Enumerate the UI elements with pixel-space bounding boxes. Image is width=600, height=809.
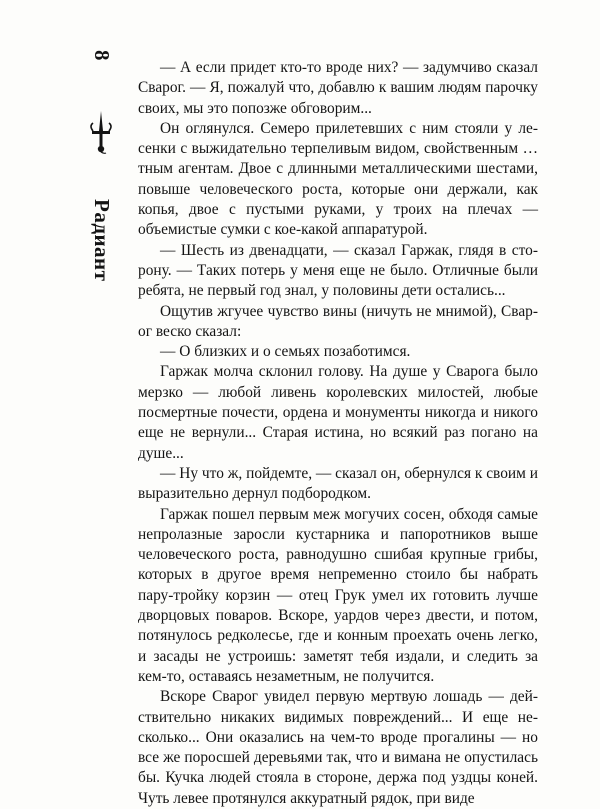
dagger-ornament-icon bbox=[90, 109, 114, 155]
book-title: Радиант bbox=[90, 199, 114, 282]
running-head bbox=[0, 0, 128, 750]
paragraph: — Ну что ж, пойдемте, — сказал он, обернулся к своим и выразительно дернул подбородком. bbox=[138, 464, 538, 503]
paragraph: Вскоре Сварог увидел первую мертвую лошадь — действительно никаких видимых повреждений... И еще несколько... Они оказались на чем-то вроде прогалины — но все же поросшей деревьями так, что и вимана не опустилась бы. Кучка людей стояла в стороне, держа под уздцы коней. Чуть левее протянулся аккуратный рядок, при виде bbox=[138, 688, 538, 807]
running-head-text bbox=[89, 50, 114, 281]
text-column bbox=[138, 58, 538, 809]
paragraph: — А если придет кто-то вроде них? — задумчиво сказал Сварог. — Я, пожалуй что, добавлю к вашим людям парочку своих, мы это попозже обговорим... bbox=[138, 59, 538, 117]
paragraph: — О близких и о семьях позаботимся. bbox=[160, 343, 411, 361]
paragraph: Гаржак пошел первым меж могучих сосен, обходя самые непролазные заросли кустарника и папоротников выше человеческого роста, равнодушно сшибая крупные грибы, которых в другое время непременно стоило бы набрать пару-тройку корзин — отец Грук умел их готовить лучше дворцовых поваров. Вскоре, уардов через двести, и потом, потянулось редколесье, где и конным проехать очень легко, и засады не устроишь: заметят тебя издали, и следить за кем-то, оставаясь незаметным, не получится. bbox=[138, 505, 538, 685]
paragraph: Он оглянулся. Семеро прилетевших с ним стояли у лесенки с выжидательно терпеливым видом, свойственным … тным агентам. Двое с длинными металлическими шестами, повыше человеческого роста, которые они держали, как копья, двое с пустыми руками, у троих на плечах — объемистые сумки с кое-какой аппаратурой. bbox=[138, 119, 538, 239]
paragraph: — Шесть из двенадцати, — сказал Гаржак, глядя в сторону. — Таких потерь у меня еще не было. Отличные были ребята, не первый год знал, у половины дети остались... bbox=[138, 241, 538, 300]
paragraph: Гаржак молча склонил голову. На душе у Сварога было мерзко — любой ливень королевских милостей, любые посмертные почести, ордена и монументы никогда и никого еще не вернули... Старая истина, но всякий раз погано на душе... bbox=[138, 363, 538, 462]
page-number: 8 bbox=[90, 50, 114, 61]
paragraph: Ощутив жгучее чувство вины (ничуть не мнимой), Сварог веско сказал: bbox=[138, 302, 538, 340]
